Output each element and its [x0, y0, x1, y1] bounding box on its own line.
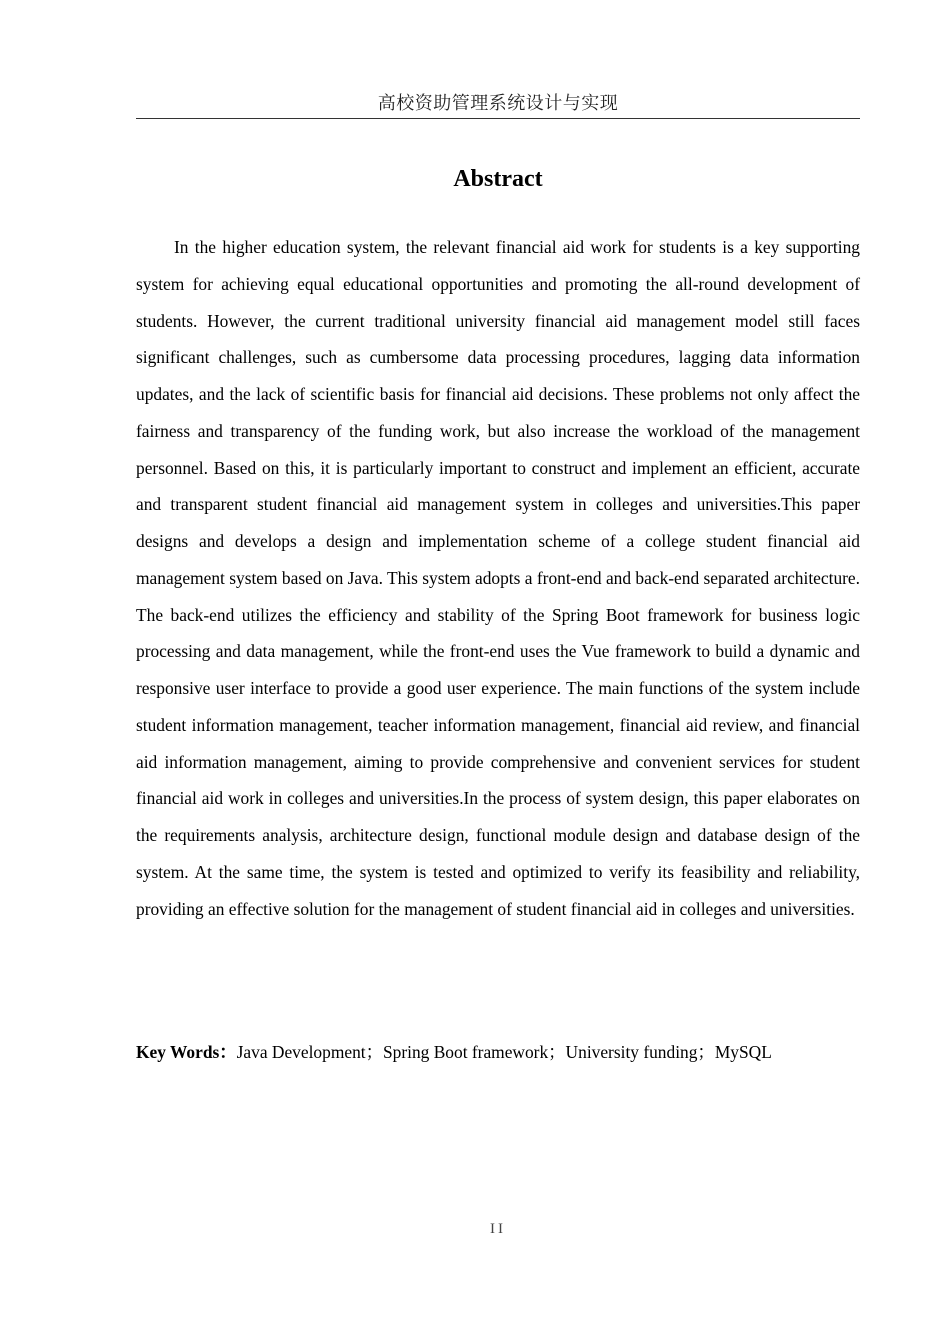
page-number: II: [490, 1221, 506, 1237]
running-header-title: 高校资助管理系统设计与实现: [377, 93, 619, 114]
keywords-value: Java Development；Spring Boot framework；University funding；MySQL: [236, 1042, 772, 1062]
keywords-label: Key Words：: [136, 1042, 237, 1062]
abstract-paragraph: In the higher education system, the relevant financial aid work for students is a key supporting system for achieving equal educational opportunities and promoting the all-round development of students. However, the current traditional university financial aid management model still faces significant challenges, such as cumbersome data processing procedures, lagging data information updates, and the lack of scientific basis for financial aid decisions. These problems not only affect the fairness and transparency of the funding work, but also increase the workload of the management personnel. Based on this, it is particularly important to construct and implement an efficient, accurate and transparent student financial aid management system in colleges and universities.This paper designs and develops a design and implementation scheme of a college student financial aid management system based on Java. This system adopts a front-end and back-end separated architecture. The back-end utilizes the efficiency and stability of the Spring Boot framework for business logic processing and data management, while the front-end uses the Vue framework to build a dynamic and responsive user interface to provide a good user experience. The main functions of the system include student information management, teacher information management, financial aid review, and financial aid information management, aiming to provide comprehensive and convenient services for student financial aid work in colleges and universities.In the process of system design, this paper elaborates on the requirements analysis, architecture design, functional module design and database design of the system. At the same time, the system is tested and optimized to verify its feasibility and reliability, providing an effective solution for the management of student financial aid in colleges and universities.: [136, 237, 860, 919]
abstract-heading: Abstract: [453, 166, 543, 192]
keywords-line: [136, 1034, 860, 1070]
header-divider: [136, 118, 860, 119]
